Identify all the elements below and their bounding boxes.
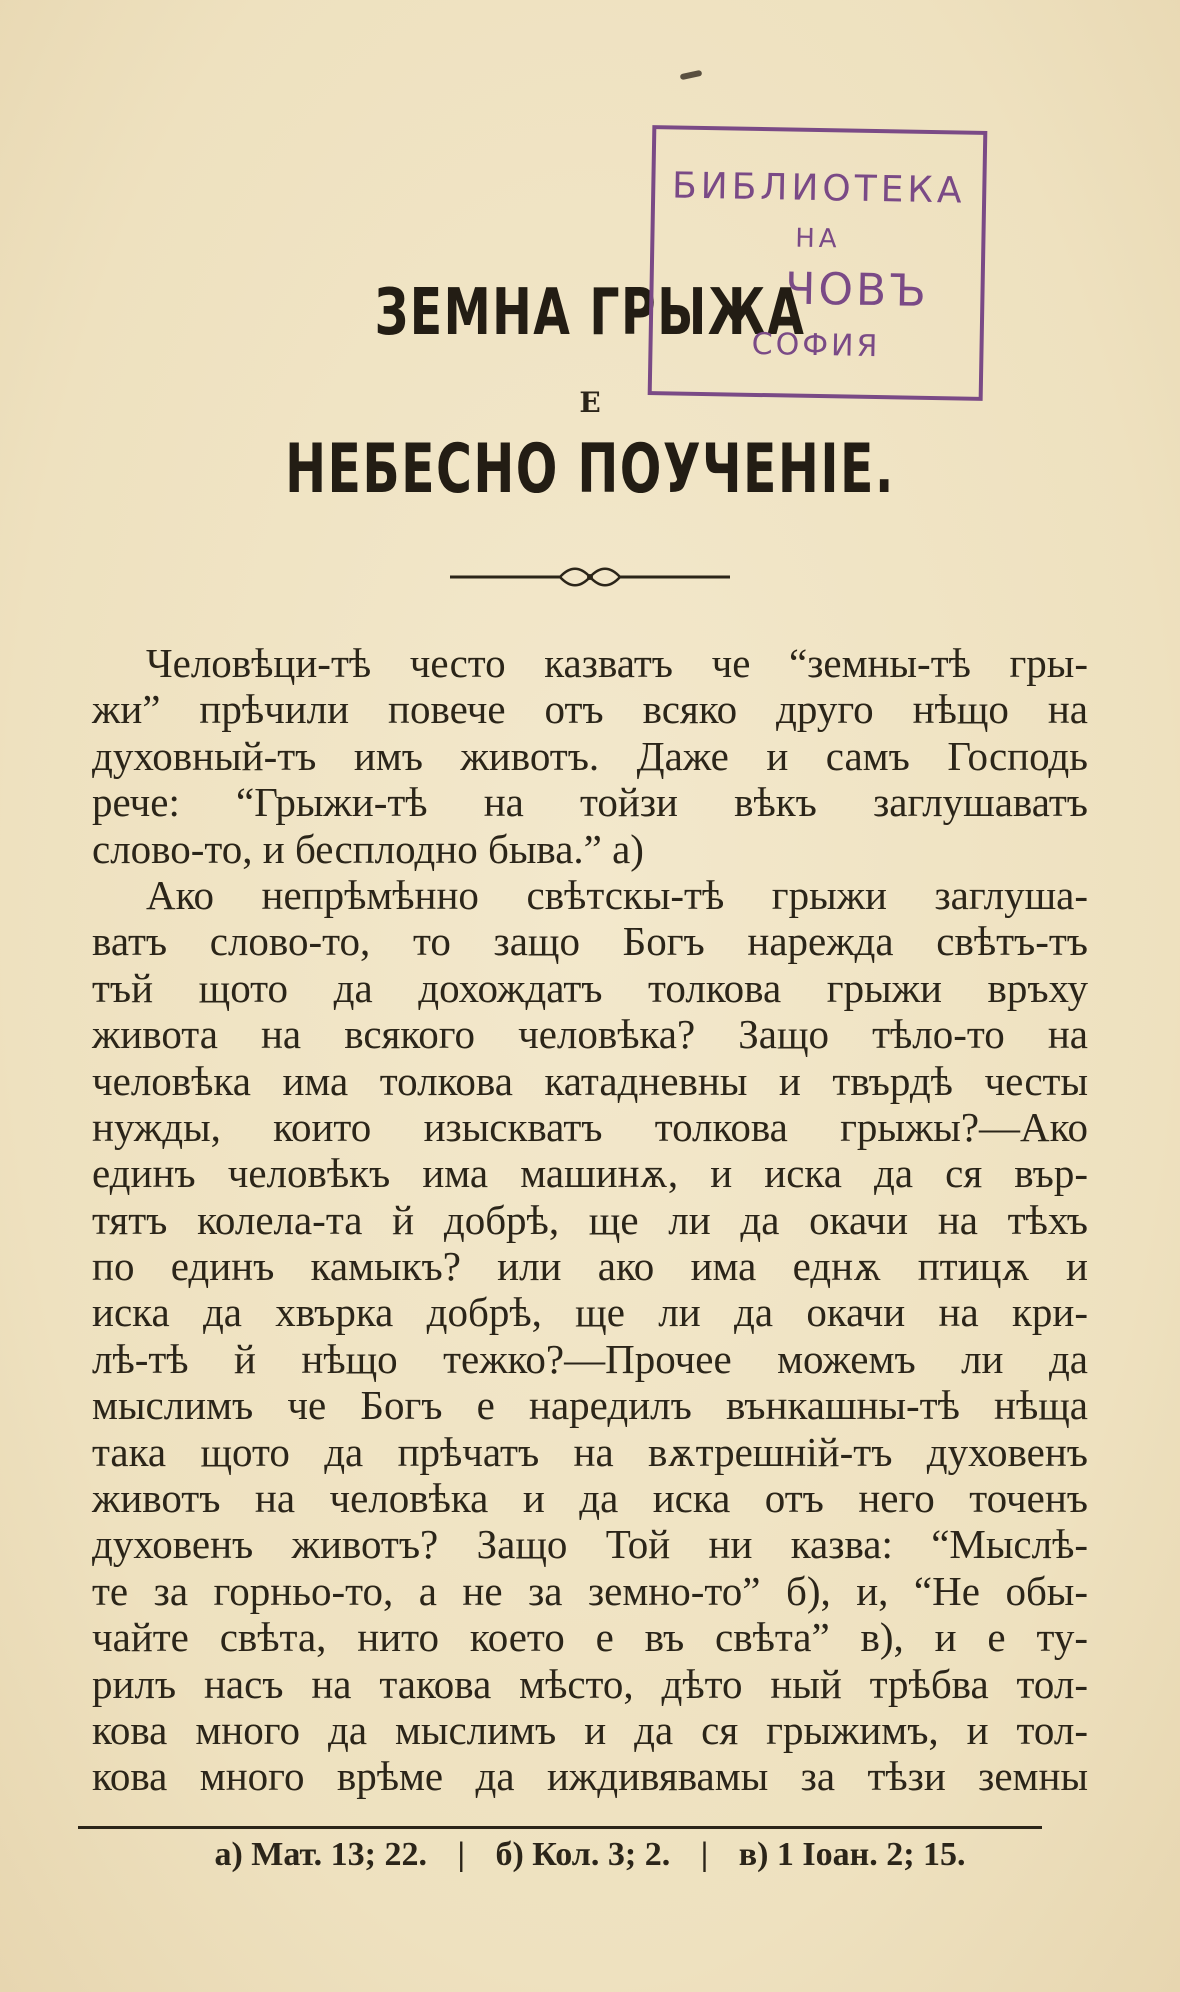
library-stamp [648, 125, 988, 401]
footnote-separator: | [457, 1836, 465, 1873]
text-line: мыслимъ че Богъ е наредилъ вънкашны-тѣ нѣща [92, 1382, 1088, 1429]
text-line: кова много да мыслимъ и да ся грыжимъ, и тол- [92, 1706, 1088, 1753]
footnote-separator: | [700, 1836, 709, 1873]
text-line: иска да хвърка добрѣ, ще ли да окачи на кри- [92, 1289, 1088, 1336]
text-line: чайте свѣта, нито което е въ свѣта” в), и е ту- [92, 1614, 1088, 1661]
text-line: рилъ насъ на такова мѣсто, дѣто ный трѣбва тол- [92, 1660, 1088, 1707]
ink-speck [680, 70, 703, 80]
title-conjunction: Е [579, 386, 601, 419]
text-line: тятъ колела-та й добрѣ, ще ли да окачи на тѣхъ [92, 1196, 1088, 1243]
text-line: тъй щото да дохождатъ толкова грыжи връху [92, 964, 1088, 1011]
footnote-b: б) Кол. 3; 2. [495, 1836, 671, 1873]
footnote-c: в) 1 Іоан. 2; 15. [738, 1836, 966, 1873]
text-line: лѣ-тѣ й нѣщо тежко?—Прочее можемъ ли да [92, 1335, 1088, 1382]
text-line: нужды, които изыскватъ толкова грыжы?—Ако [92, 1103, 1088, 1150]
text-line: по единъ камыкъ? или ако има еднѫ птицѫ и [92, 1243, 1088, 1290]
stamp-line-4: СОФИЯ [751, 326, 881, 365]
ornament-divider [450, 562, 730, 592]
footnotes [0, 1836, 1180, 1874]
text-line: Ако непрѣмѣнно свѣтскы-тѣ грыжи заглуша- [146, 871, 1088, 918]
text-line: така щото да прѣчатъ на вѫтрешній-тъ духовенъ [92, 1428, 1088, 1475]
text-line: рече: “Грыжи-тѣ на тойзи вѣкъ заглушаватъ [92, 779, 1088, 826]
text-line: жи” прѣчили повече отъ всяко друго нѣщо на [92, 686, 1088, 733]
body-text [92, 640, 1088, 1800]
text-line: человѣка има толкова катадневны и твърдѣ честы [92, 1057, 1088, 1104]
text-line: живота на всякого человѣка? Защо тѣло-то на [92, 1011, 1088, 1058]
text-line: ватъ слово-то, то защо Богъ нарежда свѣтъ-тъ [92, 918, 1088, 965]
text-line: духовенъ животъ? Защо Той ни казва: “Мыслѣ- [92, 1521, 1088, 1568]
text-line: единъ человѣкъ има машинѫ, и иска да ся вър- [92, 1150, 1088, 1197]
text-line: животъ на человѣка и да иска отъ него точенъ [92, 1475, 1088, 1522]
footnote-a: а) Мат. 13; 22. [214, 1836, 427, 1873]
text-line: кова много врѣме да иждивявамы за тѣзи земны [92, 1753, 1088, 1800]
title-line-1: ЗЕМНА ГРЫЖА [374, 276, 806, 350]
text-line: духовный-тъ имъ животъ. Даже и самъ Господь [92, 732, 1088, 779]
footnote-rule [78, 1826, 1042, 1829]
stamp-line-3: ЧОВЪ [784, 263, 930, 317]
stamp-line-1: БИБЛИОТЕКА [671, 165, 966, 212]
text-line: слово-то, и бесплодно быва.” а) [92, 825, 644, 872]
stamp-line-2: НА [794, 223, 841, 255]
text-line: Человѣци-тѣ често казватъ че “земны-тѣ гры- [146, 640, 1088, 686]
text-line: те за горньо-то, а не за земно-то” б), и, “Не обы- [92, 1567, 1088, 1614]
title-line-2: НЕБЕСНО ПОУЧЕНІЕ. [285, 430, 895, 509]
